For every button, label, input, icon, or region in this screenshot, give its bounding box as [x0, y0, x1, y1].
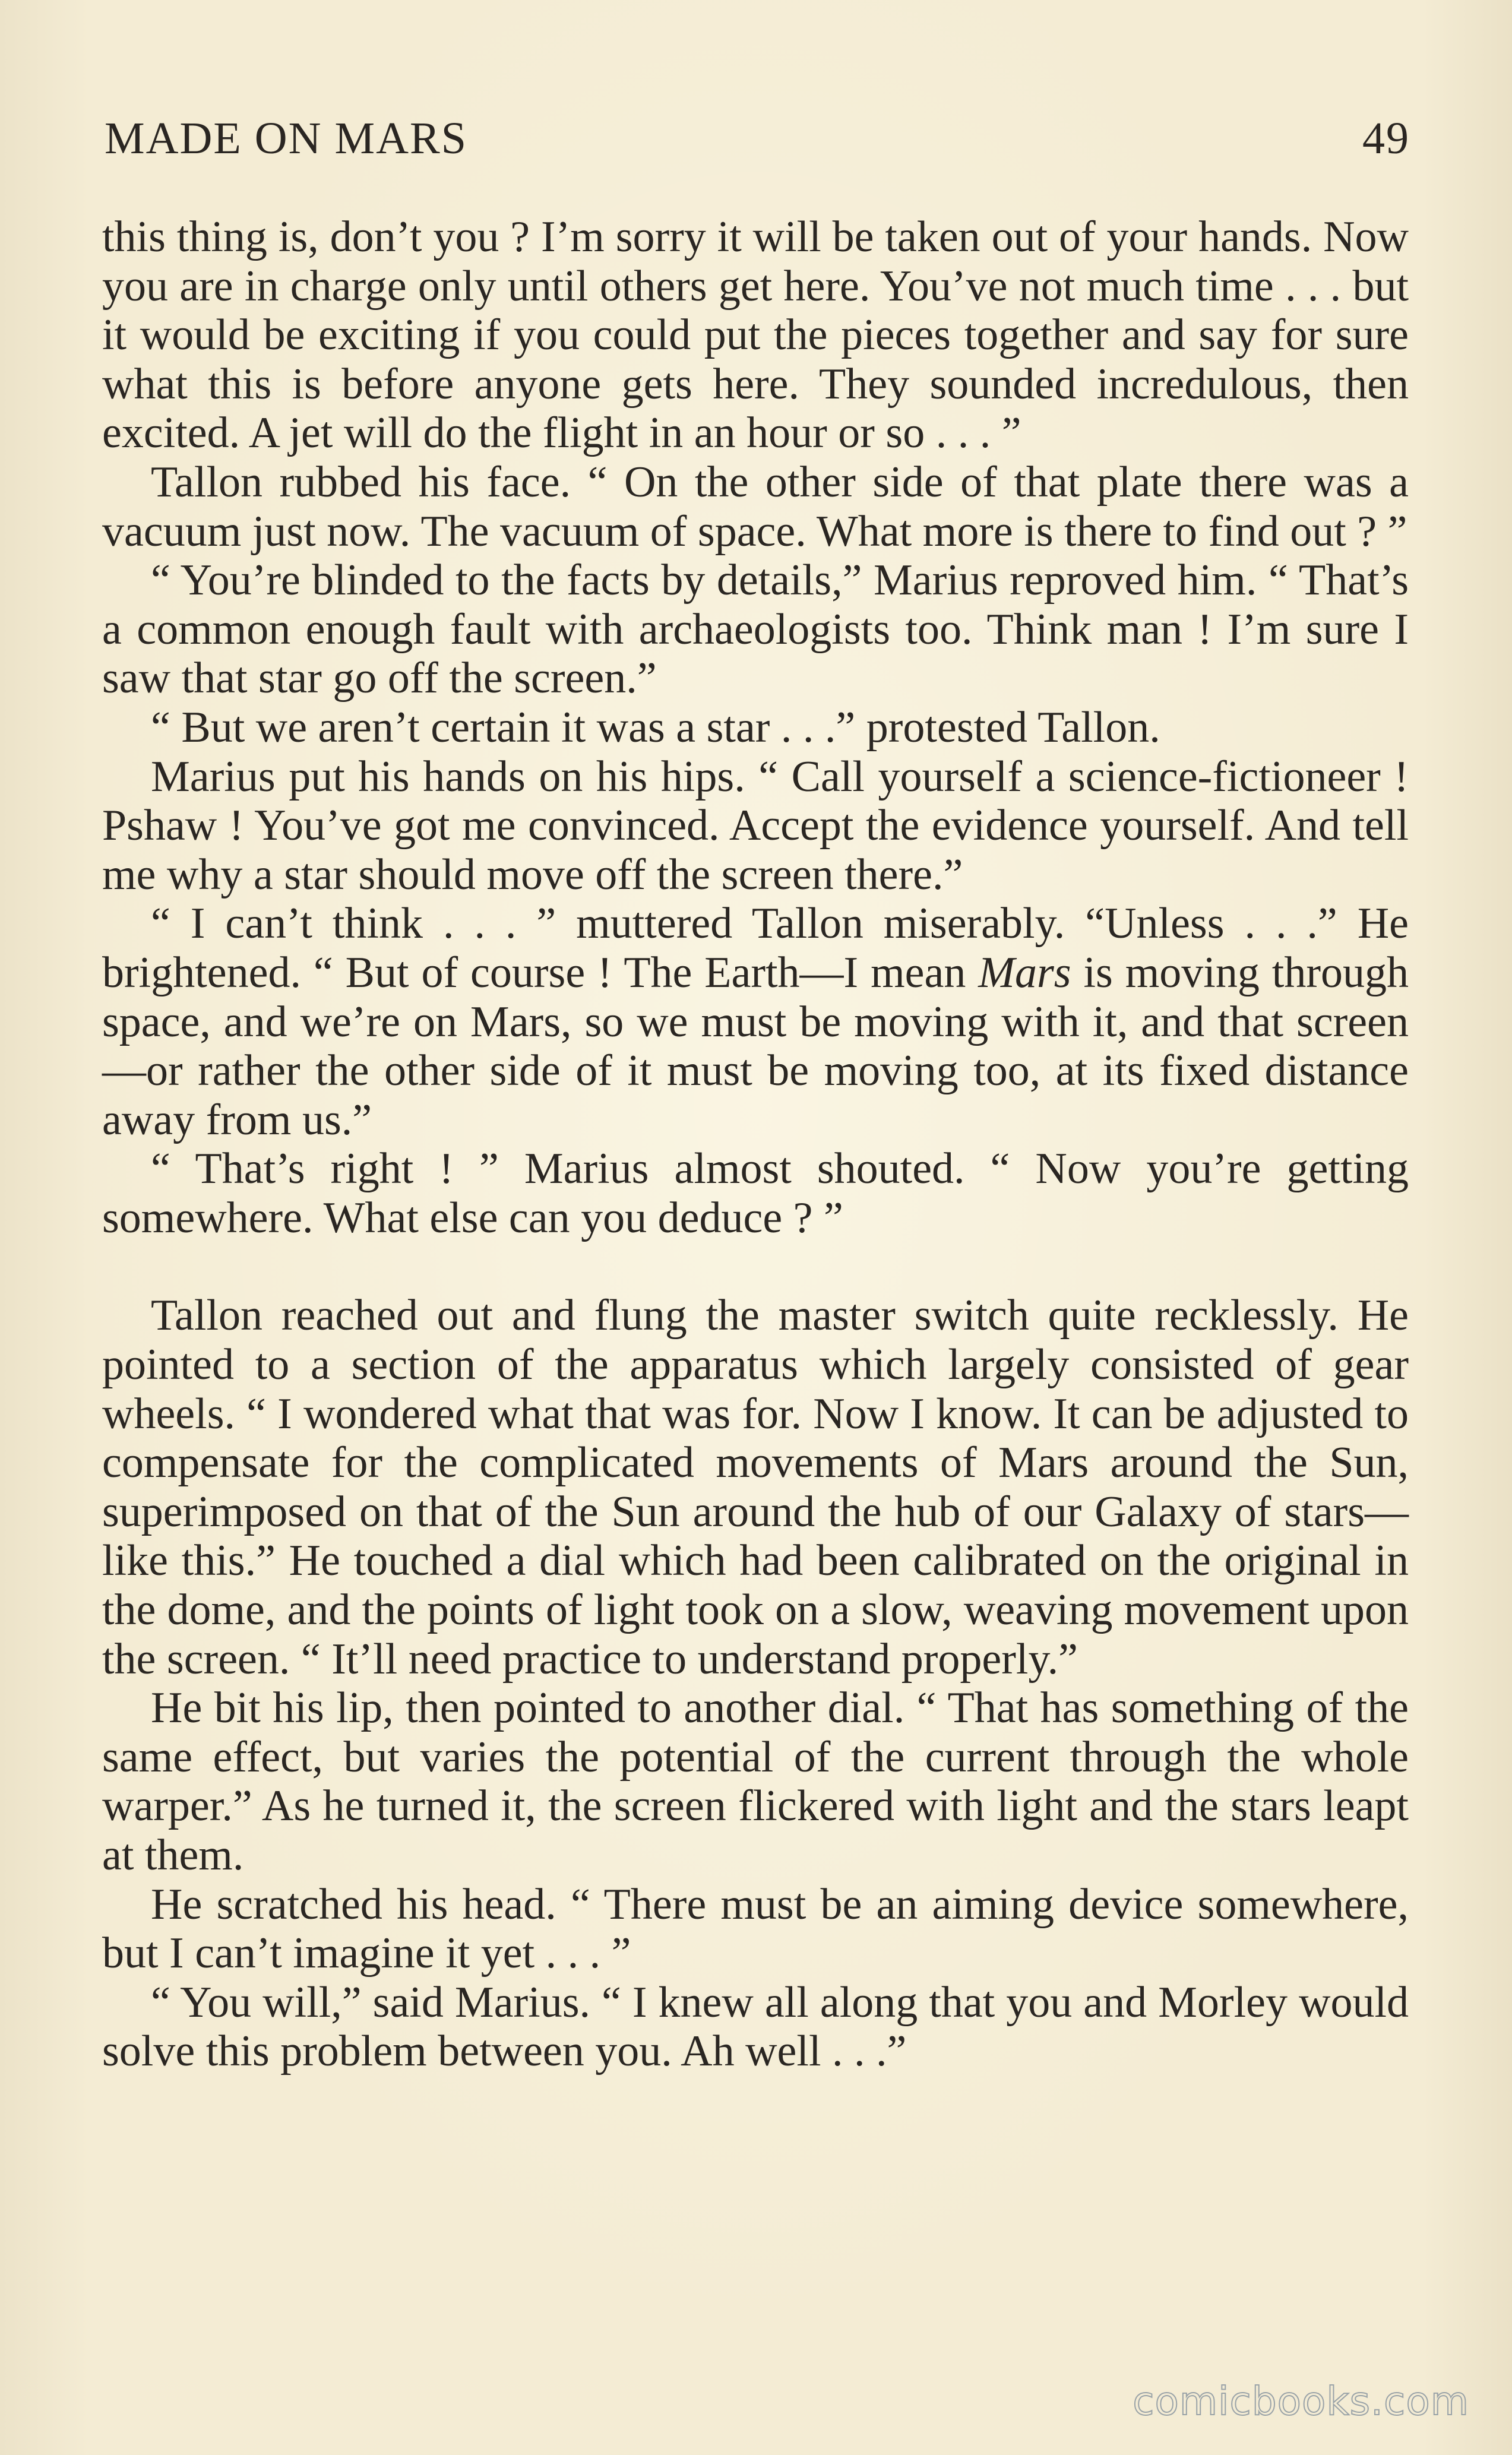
paragraph — [102, 899, 1409, 1144]
chapter-title: MADE ON MARS — [105, 113, 467, 163]
paragraph: this thing is, don’t you ? I’m sorry it will be taken out of your hands. Now you are in charge only until others get here. You’ve not much time . . . but it would be exciting if you could put the pieces together and say for sure what this is before anyone gets here. They sounded incredulous, then excited. A jet will do the flight in an hour or so . . . ” — [102, 213, 1409, 458]
running-head — [102, 113, 1410, 178]
paragraph: “ That’s right ! ” Marius almost shouted. “ Now you’re getting somewhere. What else can you deduce ? ” — [102, 1144, 1409, 1242]
watermark-logo: comicbooks.com — [1133, 2378, 1469, 2424]
paragraph: He scratched his head. “ There must be an aiming device somewhere, but I can’t imagine it yet . . . ” — [102, 1880, 1409, 1978]
paragraph: “ You’re blinded to the facts by details,” Marius reproved him. “ That’s a common enough fault with archaeologists too. Think man ! I’m sure I saw that star go off the screen.” — [102, 556, 1409, 703]
body-text — [102, 213, 1409, 2076]
page-number: 49 — [1362, 113, 1410, 163]
paragraph: “ But we aren’t certain it was a star . . .” protested Tallon. — [151, 703, 1160, 752]
paragraph-text: “ I can’t think . . . ” muttered Tallon miserably. “Unless . . .” He brightened. “ But of course ! The Earth—I mean — [102, 899, 1409, 997]
paragraph: He bit his lip, then pointed to another dial. “ That has something of the same effect, but varies the potential of the current through the whole warper.” As he turned it, the screen flickered with light and the stars leapt at them. — [102, 1684, 1409, 1880]
paragraph: Tallon reached out and flung the master switch quite recklessly. He pointed to a section of the apparatus which largely consisted of gear wheels. “ I wondered what that was for. Now I know. It can be adjusted to compensate for the complicated movements of Mars around the Sun, superimposed on that of the Sun around the hub of our Galaxy of stars—like this.” He touched a dial which had been calibrated on the original in the dome, and the points of light took on a slow, weaving movement upon the screen. “ It’ll need practice to understand properly.” — [102, 1291, 1409, 1684]
paragraph-text: is moving through space, and we’re on Mars, so we must be moving with it, and that screen—or rather the other side of it must be moving too, at its fixed distance away from us.” — [102, 948, 1409, 1144]
paragraph: “ You will,” said Marius. “ I knew all along that you and Morley would solve this problem between you. Ah well . . .” — [102, 1978, 1409, 2076]
paragraph: Tallon rubbed his face. “ On the other side of that plate there was a vacuum just now. The vacuum of space. What more is there to find out ? ” — [102, 457, 1409, 556]
italic-word: Mars — [978, 948, 1071, 997]
paragraph: Marius put his hands on his hips. “ Call yourself a science-fictioneer ! Pshaw ! You’ve got me convinced. Accept the evidence yourself. And tell me why a star should move off the screen there.” — [102, 752, 1409, 899]
